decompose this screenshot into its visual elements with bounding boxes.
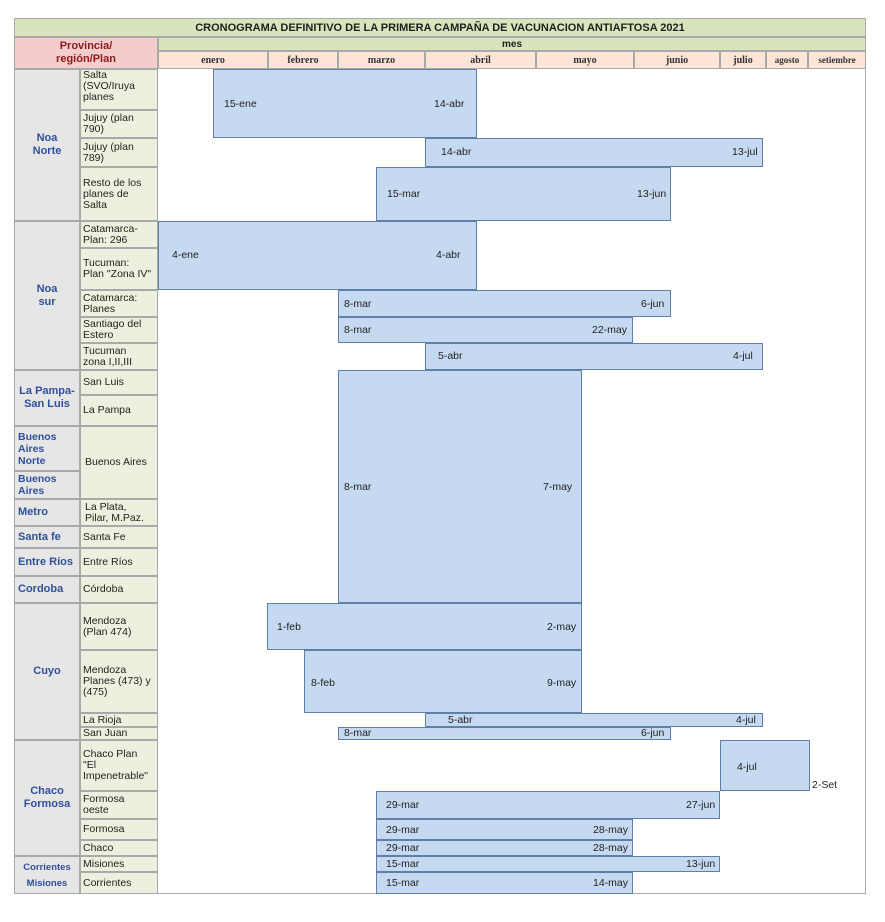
plan-san-luis: San Luis	[80, 370, 158, 395]
plan-corrientes: Corrientes	[80, 872, 158, 894]
region-santa-fe: Santa fe	[14, 526, 80, 548]
region-noa-norte: Noa Norte	[14, 69, 80, 221]
bar-san-juan	[338, 727, 671, 740]
bar-start-label: 15-mar	[386, 858, 420, 870]
plan-jujuy-790: Jujuy (plan 790)	[80, 110, 158, 138]
plan-misiones: Misiones	[80, 856, 158, 872]
bar-chaco-impenetrable	[720, 740, 810, 791]
bar-start-label: 29-mar	[386, 824, 420, 836]
bar-end-label: 13-jun	[637, 188, 667, 200]
plan-santa-fe: Santa Fe	[80, 526, 158, 548]
plan-la-pampa: La Pampa	[80, 395, 158, 426]
month-enero: enero	[158, 51, 268, 69]
bar-formosa-oeste	[376, 791, 720, 819]
month-setiembre: setiembre	[808, 51, 866, 69]
region-entre-rios: Entre Ríos	[14, 548, 80, 576]
bar-start-label: 8-feb	[311, 677, 335, 689]
bar-start-label: 5-abr	[448, 714, 473, 726]
plan-santiago-del-estero: Santiago del Estero	[80, 317, 158, 343]
region-noa-sur: Noa sur	[14, 221, 80, 370]
plan-chaco-impenetrable: Chaco Plan "El Impenetrable"	[80, 740, 158, 791]
bar-catamarca-tucuman	[158, 221, 477, 290]
plan-entre-rios: Entre Ríos	[80, 548, 158, 576]
plan-san-juan: San Juan	[80, 727, 158, 740]
bar-start-label: 4-jul	[737, 761, 757, 773]
plan-cordoba: Córdoba	[80, 576, 158, 603]
bar-la-rioja	[425, 713, 763, 727]
bar-santiago	[338, 317, 633, 343]
bar-catamarca-planes	[338, 290, 671, 317]
bar-jujuy789	[425, 138, 763, 167]
plan-mendoza-474: Mendoza (Plan 474)	[80, 603, 158, 650]
plan-jujuy-789: Jujuy (plan 789)	[80, 138, 158, 167]
region-buenos-aires: Buenos Aires	[14, 471, 80, 499]
bar-start-label: 14-abr	[441, 146, 472, 158]
bar-start-label: 15-mar	[387, 188, 421, 200]
plan-catamarca-296: Catamarca- Plan: 296	[80, 221, 158, 248]
bar-end-label: 28-may	[593, 842, 629, 854]
month-julio: julio	[720, 51, 766, 69]
plan-formosa-oeste: Formosa oeste	[80, 791, 158, 819]
bar-end-label: 9-may	[547, 677, 577, 689]
bar-end-label: 2-may	[547, 621, 577, 633]
bar-end-label: 4-jul	[736, 714, 756, 726]
plan-buenos-aires: Buenos Aires	[80, 426, 158, 499]
bar-end-label: 28-may	[593, 824, 629, 836]
bar-start-label: 8-mar	[344, 324, 372, 336]
month-marzo: marzo	[338, 51, 425, 69]
plan-salta: Salta (SVO/Iruya planes	[80, 69, 158, 110]
header-mes: mes	[158, 37, 866, 51]
plan-tucuman-zona-123: Tucuman zona I,II,III	[80, 343, 158, 370]
bar-end-label: 13-jun	[686, 858, 716, 870]
bar-end-label: 7-may	[543, 481, 573, 493]
plan-la-plata: La Plata, Pilar, M.Paz.	[80, 499, 158, 526]
plan-mendoza-473-475: Mendoza Planes (473) y (475)	[80, 650, 158, 713]
bar-end-label: 4-jul	[733, 350, 753, 362]
bar-start-label: 8-mar	[344, 298, 372, 310]
region-metro: Metro	[14, 499, 80, 526]
bar-start-label: 29-mar	[386, 799, 420, 811]
month-febrero: febrero	[268, 51, 338, 69]
region-la-pampa-san-luis: La Pampa- San Luis	[14, 370, 80, 426]
plan-catamarca-planes: Catamarca: Planes	[80, 290, 158, 317]
region-buenos-aires-norte: Buenos Aires Norte	[14, 426, 80, 471]
bar-start-label: 29-mar	[386, 842, 420, 854]
region-cordoba: Cordoba	[14, 576, 80, 603]
table-title: CRONOGRAMA DEFINITIVO DE LA PRIMERA CAMPAÑA DE VACUNACION ANTIAFTOSA 2021	[14, 18, 866, 37]
plan-formosa: Formosa	[80, 819, 158, 840]
header-provincia: Provincia/ región/Plan	[14, 37, 158, 69]
region-chaco-formosa: Chaco Formosa	[14, 740, 80, 856]
bar-end-label: 14-abr	[434, 98, 465, 110]
bar-end-label: 22-may	[592, 324, 628, 336]
bar-mendoza-474	[267, 603, 582, 650]
plan-la-rioja: La Rioja	[80, 713, 158, 727]
bar-start-label: 15-ene	[224, 98, 257, 110]
bar-end-label: 14-may	[593, 877, 629, 889]
bar-start-label: 5-abr	[438, 350, 463, 362]
region-corrientes-misiones: Corrientes Misiones	[14, 856, 80, 894]
month-mayo: mayo	[536, 51, 634, 69]
bar-start-label: 4-ene	[172, 249, 199, 261]
bar-tucuman-123	[425, 343, 763, 370]
month-agosto: agosto	[766, 51, 808, 69]
bar-start-label: 15-mar	[386, 877, 420, 889]
bar-start-label: 8-mar	[344, 727, 372, 739]
bar-start-label: 1-feb	[277, 621, 301, 633]
bar-misiones	[376, 856, 720, 872]
month-abril: abril	[425, 51, 536, 69]
bar-mendoza-473	[304, 650, 582, 713]
region-cuyo: Cuyo	[14, 603, 80, 740]
bar-end-label: 2-Set	[812, 779, 838, 791]
month-junio: junio	[634, 51, 720, 69]
plan-tucuman-zona-iv: Tucuman: Plan "Zona IV"	[80, 248, 158, 290]
bar-end-label: 4-abr	[436, 249, 461, 261]
bar-end-label: 13-jul	[732, 146, 758, 158]
bar-end-label: 27-jun	[686, 799, 716, 811]
plan-resto-salta: Resto de los planes de Salta	[80, 167, 158, 221]
bar-start-label: 8-mar	[344, 481, 372, 493]
bar-end-label: 6-jun	[641, 727, 665, 739]
bar-end-label: 6-jun	[641, 298, 665, 310]
plan-chaco: Chaco	[80, 840, 158, 856]
